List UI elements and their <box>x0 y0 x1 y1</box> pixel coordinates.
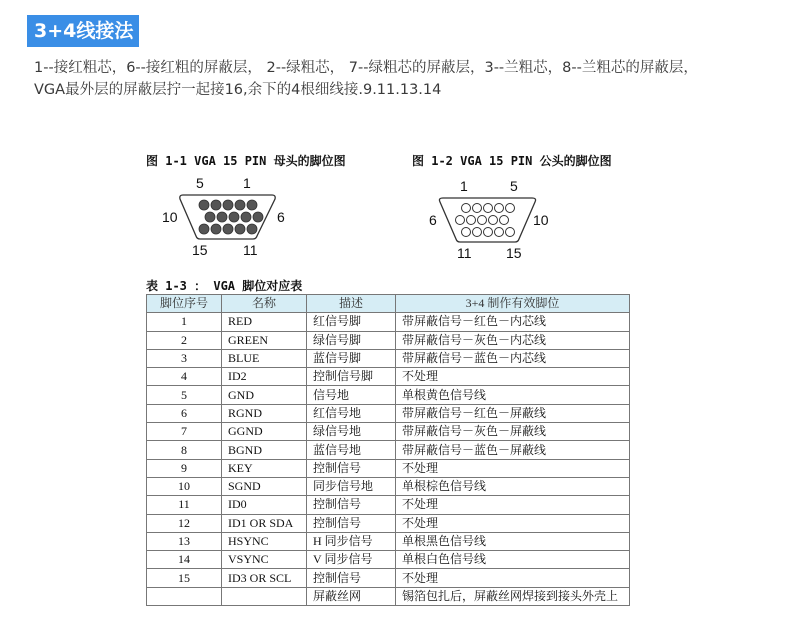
table-row <box>147 532 630 550</box>
table-row <box>147 331 630 349</box>
table-row <box>147 496 630 514</box>
pin-number: 3 <box>147 349 222 367</box>
section-title-badge: 3+4线接法 <box>27 15 139 47</box>
table-row <box>147 404 630 422</box>
label-right: 10 <box>533 212 549 228</box>
pin-name: ID2 <box>222 368 307 386</box>
label-top-right: 1 <box>243 175 251 191</box>
pin-wiring: 不处理 <box>396 514 630 532</box>
table-row <box>147 459 630 477</box>
pin-name: BLUE <box>222 349 307 367</box>
pin-wiring: 单根棕色信号线 <box>396 477 630 495</box>
pin-description: 信号地 <box>307 386 396 404</box>
pin-description: 蓝信号地 <box>307 441 396 459</box>
pin-description: 控制信号 <box>307 459 396 477</box>
label-bottom-right: 15 <box>506 245 522 261</box>
pin-description: 控制信号脚 <box>307 368 396 386</box>
pin-wiring: 带屏蔽信号－红色－屏蔽线 <box>396 404 630 422</box>
vga-female-connector-diagram <box>150 172 300 262</box>
table-row <box>147 386 630 404</box>
pin-description: 屏蔽丝网 <box>307 587 396 605</box>
label-top-left: 5 <box>196 175 204 191</box>
table-row <box>147 587 630 605</box>
header-pin-number: 脚位序号 <box>147 295 222 313</box>
pin-number: 12 <box>147 514 222 532</box>
pin-name: SGND <box>222 477 307 495</box>
pin-wiring: 锡箔包扎后，屏蔽丝网焊接到接头外壳上 <box>396 587 630 605</box>
table-row <box>147 313 630 331</box>
header-description: 描述 <box>307 295 396 313</box>
pin-name: GND <box>222 386 307 404</box>
description-line-2: VGA最外层的屏蔽层拧一起接16,余下的4根细线接.9.11.13.14 <box>34 82 442 98</box>
pin-name: BGND <box>222 441 307 459</box>
pin-holes <box>199 200 263 234</box>
pin-name: ID1 OR SDA <box>222 514 307 532</box>
label-top-left: 1 <box>460 178 468 194</box>
pin-number: 11 <box>147 496 222 514</box>
pin-description: 同步信号地 <box>307 477 396 495</box>
header-name: 名称 <box>222 295 307 313</box>
pin-wiring: 带屏蔽信号－红色－内芯线 <box>396 313 630 331</box>
pin-wiring: 不处理 <box>396 496 630 514</box>
pin-description: 红信号脚 <box>307 313 396 331</box>
pin-wiring: 不处理 <box>396 459 630 477</box>
table-row <box>147 423 630 441</box>
label-bottom-left: 11 <box>457 245 472 261</box>
header-wiring: 3+4 制作有效脚位 <box>396 295 630 313</box>
pin-name: RGND <box>222 404 307 422</box>
pin-wiring: 带屏蔽信号－灰色－屏蔽线 <box>396 423 630 441</box>
pin-number: 13 <box>147 532 222 550</box>
pin-number: 8 <box>147 441 222 459</box>
label-bottom-left: 15 <box>192 242 208 258</box>
table-row <box>147 349 630 367</box>
pin-description: 控制信号 <box>307 514 396 532</box>
pin-description: V 同步信号 <box>307 551 396 569</box>
pin-wiring: 带屏蔽信号－蓝色－内芯线 <box>396 349 630 367</box>
pin-number: 10 <box>147 477 222 495</box>
pin-description: 控制信号 <box>307 569 396 587</box>
vga-pin-table <box>146 294 630 606</box>
pin-name: HSYNC <box>222 532 307 550</box>
pin-description: 绿信号脚 <box>307 331 396 349</box>
table-header-row <box>147 295 630 313</box>
pin-name: KEY <box>222 459 307 477</box>
pin-wiring: 单根黑色信号线 <box>396 532 630 550</box>
pin-name: RED <box>222 313 307 331</box>
pin-wiring: 带屏蔽信号－蓝色－屏蔽线 <box>396 441 630 459</box>
pin-description: 蓝信号脚 <box>307 349 396 367</box>
pin-name: ID3 OR SCL <box>222 569 307 587</box>
pin-description: 红信号地 <box>307 404 396 422</box>
pin-number: 6 <box>147 404 222 422</box>
table-row <box>147 569 630 587</box>
pin-description: 绿信号地 <box>307 423 396 441</box>
pin-wiring: 不处理 <box>396 368 630 386</box>
label-left: 6 <box>429 212 437 228</box>
table-row <box>147 514 630 532</box>
table-row <box>147 477 630 495</box>
pin-name: VSYNC <box>222 551 307 569</box>
pin-wiring: 单根白色信号线 <box>396 551 630 569</box>
pin-number: 2 <box>147 331 222 349</box>
pin-number: 14 <box>147 551 222 569</box>
pin-number <box>147 587 222 605</box>
pin-wiring: 带屏蔽信号－灰色－内芯线 <box>396 331 630 349</box>
wiring-description <box>34 57 784 101</box>
label-right: 6 <box>277 209 285 225</box>
pin-number: 4 <box>147 368 222 386</box>
pin-wiring: 单根黄色信号线 <box>396 386 630 404</box>
pin-number: 9 <box>147 459 222 477</box>
pin-number: 15 <box>147 569 222 587</box>
pin-wiring: 不处理 <box>396 569 630 587</box>
pin-description: 控制信号 <box>307 496 396 514</box>
pin-name <box>222 587 307 605</box>
pin-number: 7 <box>147 423 222 441</box>
table-row <box>147 441 630 459</box>
pin-description: H 同步信号 <box>307 532 396 550</box>
table-title: 表 1-3 ： VGA 脚位对应表 <box>146 279 303 293</box>
pin-name: GREEN <box>222 331 307 349</box>
vga-male-connector-diagram <box>420 172 570 262</box>
table-row <box>147 368 630 386</box>
label-bottom-right: 11 <box>243 242 258 258</box>
pins <box>456 204 515 237</box>
figure-2-title: 图 1-2 VGA 15 PIN 公头的脚位图 <box>412 154 612 168</box>
table-row <box>147 551 630 569</box>
pin-name: GGND <box>222 423 307 441</box>
pin-number: 5 <box>147 386 222 404</box>
pin-name: ID0 <box>222 496 307 514</box>
label-top-right: 5 <box>510 178 518 194</box>
description-line-1: 1--接红粗芯，6--接红粗的屏蔽层， 2--绿粗芯， 7--绿粗芯的屏蔽层，3--兰粗芯，8--兰粗芯的屏蔽层， <box>34 60 698 76</box>
pin-number: 1 <box>147 313 222 331</box>
figure-1-title: 图 1-1 VGA 15 PIN 母头的脚位图 <box>146 154 346 168</box>
label-left: 10 <box>162 209 178 225</box>
